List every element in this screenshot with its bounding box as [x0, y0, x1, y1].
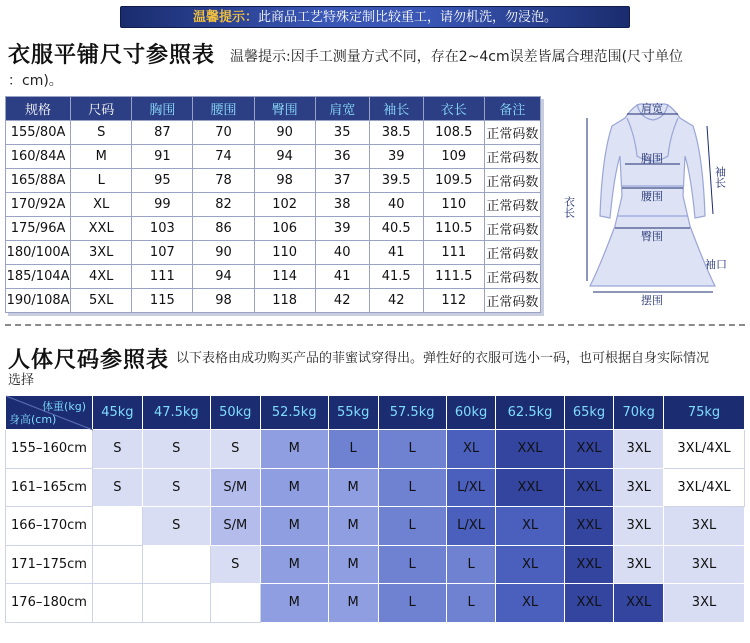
garment-size-cell: 91 — [132, 145, 193, 169]
garment-size-cell: XXL — [71, 217, 132, 241]
header-chest: 胸围 — [132, 97, 193, 121]
size-recommendation-cell: S/M — [210, 468, 260, 507]
size-recommendation-cell: 3XL — [614, 545, 664, 584]
size-recommendation-cell: 3XL/4XL — [664, 468, 745, 507]
size-recommendation-cell: XXL — [564, 584, 614, 623]
garment-size-cell: 95 — [132, 169, 193, 193]
garment-size-cell: 35 — [315, 121, 369, 145]
size-recommendation-cell: M — [260, 507, 328, 546]
weight-header-cell: 62.5kg — [496, 396, 564, 430]
garment-size-cell: 109 — [423, 145, 484, 169]
size-recommendation-cell: 3XL — [664, 507, 745, 546]
garment-size-header-row — [6, 97, 541, 121]
garment-size-cell: 39 — [369, 145, 423, 169]
garment-size-cell: 98 — [254, 169, 315, 193]
notice-text: 此商品工艺特殊定制比较重工，请勿机洗，勿浸泡。 — [258, 10, 558, 25]
garment-size-cell: 40 — [315, 241, 369, 265]
garment-size-row — [6, 145, 541, 169]
garment-size-cell: S — [71, 121, 132, 145]
section-divider — [5, 324, 745, 326]
height-label-cell: 171–175cm — [6, 545, 93, 584]
garment-size-row — [6, 193, 541, 217]
size-recommendation-cell: XL — [496, 545, 564, 584]
height-label-cell: 176–180cm — [6, 584, 93, 623]
size-recommendation-cell: M — [328, 507, 378, 546]
garment-size-cell: 111 — [423, 241, 484, 265]
garment-size-cell: 94 — [193, 265, 254, 289]
size-recommendation-cell: L — [446, 545, 496, 584]
garment-size-cell: 114 — [254, 265, 315, 289]
header-hip: 臀围 — [254, 97, 315, 121]
garment-size-cell: 39.5 — [369, 169, 423, 193]
size-recommendation-cell: XXL — [614, 584, 664, 623]
height-label-cell: 155–160cm — [6, 430, 93, 469]
weight-header-cell: 70kg — [614, 396, 664, 430]
garment-size-cell: 109.5 — [423, 169, 484, 193]
garment-size-cell: 160/84A — [6, 145, 71, 169]
size-recommendation-cell: L — [378, 545, 446, 584]
garment-size-note: 温馨提示:因手工测量方式不同，存在2~4cm误差皆属合理范围(尺寸单位 — [230, 49, 684, 65]
size-recommendation-cell — [93, 545, 143, 584]
garment-size-cell: 正常码数 — [484, 169, 540, 193]
body-size-title: 人体尺码参照表 — [8, 348, 170, 373]
size-recommendation-cell: XXL — [564, 507, 614, 546]
notice-banner — [120, 6, 630, 28]
header-length: 衣长 — [423, 97, 484, 121]
weight-header-cell: 55kg — [328, 396, 378, 430]
garment-size-cell: 3XL — [71, 241, 132, 265]
garment-size-cell: 70 — [193, 121, 254, 145]
garment-size-cell: 110.5 — [423, 217, 484, 241]
garment-size-cell: 41 — [369, 241, 423, 265]
diagram-label-sleeve: 袖长 — [713, 166, 727, 188]
size-recommendation-cell: M — [328, 545, 378, 584]
garment-size-cell: 108.5 — [423, 121, 484, 145]
body-size-row — [6, 430, 745, 469]
size-recommendation-cell: L/XL — [446, 468, 496, 507]
size-recommendation-cell: L — [328, 430, 378, 469]
weight-header-cell: 47.5kg — [142, 396, 210, 430]
garment-size-cell: M — [71, 145, 132, 169]
size-recommendation-cell: XXL — [564, 468, 614, 507]
notice-prefix: 温馨提示： — [192, 10, 258, 25]
garment-size-row — [6, 169, 541, 193]
size-recommendation-cell — [210, 584, 260, 623]
size-recommendation-cell: L — [378, 430, 446, 469]
size-recommendation-cell: S — [142, 507, 210, 546]
diagram-label-waist: 腰围 — [641, 190, 663, 203]
garment-size-cell: 107 — [132, 241, 193, 265]
body-size-row — [6, 584, 745, 623]
size-recommendation-cell: 3XL — [614, 507, 664, 546]
garment-size-cell: 41.5 — [369, 265, 423, 289]
size-recommendation-cell: S — [210, 545, 260, 584]
header-sleeve: 袖长 — [369, 97, 423, 121]
diagram-label-shoulder: 肩宽 — [641, 102, 663, 115]
size-recommendation-cell: M — [328, 584, 378, 623]
garment-size-row — [6, 217, 541, 241]
weight-header-cell: 60kg — [446, 396, 496, 430]
size-recommendation-cell: 3XL — [614, 468, 664, 507]
garment-size-cell: 115 — [132, 289, 193, 313]
header-shoulder: 肩宽 — [315, 97, 369, 121]
size-recommendation-cell: L — [378, 584, 446, 623]
weight-header-cell: 50kg — [210, 396, 260, 430]
size-recommendation-cell: L — [378, 507, 446, 546]
size-recommendation-cell: XXL — [496, 430, 564, 469]
weight-header-cell: 75kg — [664, 396, 745, 430]
diagram-label-cuff: 袖口 — [705, 258, 727, 271]
weight-header-cell: 52.5kg — [260, 396, 328, 430]
height-label-cell: 166–170cm — [6, 507, 93, 546]
size-recommendation-cell — [93, 584, 143, 623]
body-size-row — [6, 545, 745, 584]
garment-size-cell: 78 — [193, 169, 254, 193]
size-recommendation-cell: 3XL — [664, 545, 745, 584]
garment-size-cell: 36 — [315, 145, 369, 169]
garment-size-cell: 42 — [315, 289, 369, 313]
size-recommendation-cell: M — [260, 545, 328, 584]
garment-size-cell: 86 — [193, 217, 254, 241]
garment-size-cell: 37 — [315, 169, 369, 193]
garment-size-cell: 112 — [423, 289, 484, 313]
size-recommendation-cell: L — [378, 468, 446, 507]
diagram-label-hem: 摆围 — [641, 294, 663, 307]
size-recommendation-cell — [142, 584, 210, 623]
garment-size-cell: 87 — [132, 121, 193, 145]
garment-size-cell: 90 — [193, 241, 254, 265]
body-size-row — [6, 507, 745, 546]
size-recommendation-cell: M — [260, 468, 328, 507]
garment-size-cell: 90 — [254, 121, 315, 145]
body-size-row — [6, 468, 745, 507]
garment-diagram — [562, 96, 740, 311]
garment-size-cell: 41 — [315, 265, 369, 289]
size-recommendation-cell: S — [93, 468, 143, 507]
size-recommendation-cell: XL — [496, 584, 564, 623]
diagram-label-length: 衣长 — [562, 196, 576, 218]
garment-size-note-cont: ：cm)。 — [8, 73, 63, 89]
size-recommendation-cell: XXL — [564, 545, 614, 584]
size-recommendation-cell: S — [142, 468, 210, 507]
garment-size-cell: 155/80A — [6, 121, 71, 145]
garment-size-cell: 99 — [132, 193, 193, 217]
size-recommendation-cell: L — [446, 584, 496, 623]
garment-size-cell: 165/88A — [6, 169, 71, 193]
header-waist: 腰围 — [193, 97, 254, 121]
size-recommendation-cell: M — [260, 584, 328, 623]
garment-size-cell: 180/100A — [6, 241, 71, 265]
header-size: 尺码 — [71, 97, 132, 121]
garment-size-cell: 82 — [193, 193, 254, 217]
garment-size-cell: 38.5 — [369, 121, 423, 145]
header-remark: 备注 — [484, 97, 540, 121]
weight-header-cell: 45kg — [93, 396, 143, 430]
garment-size-cell: 正常码数 — [484, 217, 540, 241]
size-recommendation-cell: XXL — [564, 430, 614, 469]
size-recommendation-cell: 3XL/4XL — [664, 430, 745, 469]
size-recommendation-cell: S/M — [210, 507, 260, 546]
size-recommendation-cell — [93, 507, 143, 546]
garment-size-cell: 正常码数 — [484, 265, 540, 289]
garment-size-cell: 98 — [193, 289, 254, 313]
garment-size-row — [6, 289, 541, 313]
garment-size-cell: 正常码数 — [484, 193, 540, 217]
garment-size-cell: 39 — [315, 217, 369, 241]
size-recommendation-cell: L/XL — [446, 507, 496, 546]
garment-size-cell: L — [71, 169, 132, 193]
garment-size-cell: 正常码数 — [484, 121, 540, 145]
size-recommendation-cell: M — [260, 430, 328, 469]
garment-size-cell: 118 — [254, 289, 315, 313]
size-recommendation-cell: S — [210, 430, 260, 469]
size-recommendation-cell: M — [328, 468, 378, 507]
garment-size-cell: 74 — [193, 145, 254, 169]
weight-header-cell: 65kg — [564, 396, 614, 430]
garment-size-cell: 103 — [132, 217, 193, 241]
garment-size-cell: XL — [71, 193, 132, 217]
header-spec: 规格 — [6, 97, 71, 121]
garment-size-cell: 40 — [369, 193, 423, 217]
body-size-note-cont: 选择 — [8, 373, 35, 388]
garment-size-row — [6, 121, 541, 145]
size-recommendation-cell: 3XL — [664, 584, 745, 623]
corner-height-label: 身高(cm) — [9, 413, 57, 426]
diagram-label-hip: 臀围 — [641, 230, 663, 243]
garment-size-cell: 175/96A — [6, 217, 71, 241]
garment-size-cell: 正常码数 — [484, 145, 540, 169]
garment-size-cell: 38 — [315, 193, 369, 217]
size-recommendation-cell: XL — [446, 430, 496, 469]
garment-size-cell: 40.5 — [369, 217, 423, 241]
size-recommendation-cell: S — [142, 430, 210, 469]
garment-size-cell: 42 — [369, 289, 423, 313]
garment-size-table — [5, 96, 541, 313]
body-size-table — [5, 395, 745, 623]
size-recommendation-cell: XXL — [496, 468, 564, 507]
garment-size-cell: 94 — [254, 145, 315, 169]
size-recommendation-cell — [142, 545, 210, 584]
garment-size-cell: 正常码数 — [484, 289, 540, 313]
garment-size-cell: 110 — [423, 193, 484, 217]
body-size-header-row — [6, 396, 745, 430]
garment-size-row — [6, 241, 541, 265]
garment-size-cell: 正常码数 — [484, 241, 540, 265]
garment-size-title: 衣服平铺尺寸参照表 — [8, 43, 216, 68]
garment-size-cell: 5XL — [71, 289, 132, 313]
garment-size-cell: 111.5 — [423, 265, 484, 289]
table-corner — [6, 396, 93, 430]
size-recommendation-cell: 3XL — [614, 430, 664, 469]
size-recommendation-cell: XL — [496, 507, 564, 546]
weight-header-cell: 57.5kg — [378, 396, 446, 430]
body-size-note: 以下表格由成功购买产品的菲蜜试穿得出。弹性好的衣服可选小一码，也可根据自身实际情况 — [176, 351, 710, 366]
diagram-label-chest: 胸围 — [641, 152, 663, 165]
garment-size-cell: 190/108A — [6, 289, 71, 313]
garment-size-cell: 185/104A — [6, 265, 71, 289]
garment-size-cell: 111 — [132, 265, 193, 289]
corner-weight-label: 体重(kg) — [42, 400, 86, 413]
garment-size-cell: 106 — [254, 217, 315, 241]
garment-size-cell: 102 — [254, 193, 315, 217]
garment-size-cell: 170/92A — [6, 193, 71, 217]
garment-size-cell: 4XL — [71, 265, 132, 289]
height-label-cell: 161–165cm — [6, 468, 93, 507]
garment-size-row — [6, 265, 541, 289]
garment-size-cell: 110 — [254, 241, 315, 265]
size-recommendation-cell: S — [93, 430, 143, 469]
